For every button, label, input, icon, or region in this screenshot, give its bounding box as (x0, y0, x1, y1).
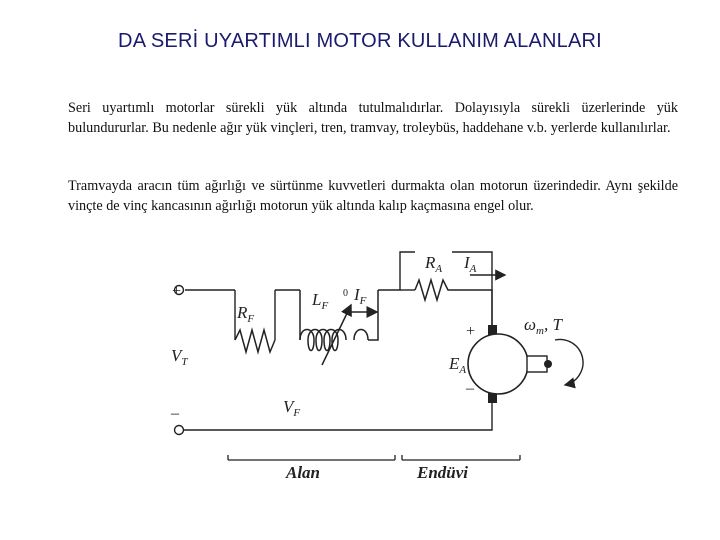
rotation-arrow-icon (555, 339, 583, 385)
page-title: DA SERİ UYARTIMLI MOTOR KULLANIM ALANLARI (118, 30, 602, 52)
minus-terminal-label: – (171, 405, 179, 422)
field-resistor-rf (235, 330, 275, 352)
armature-resistor-ra (415, 280, 452, 300)
paragraph-usage: Seri uyartımlı motorlar sürekli yük altında tutulmalıdırlar. Dolayısıyla sürekli üzerlerinde yük bulundururlar. Bu nedenle ağır yük vinçleri, tren, tramvay, troleybüs, haddehane v.b. yerlerde kullanılırlar. (68, 100, 678, 136)
ra-label: $R_A$ (425, 253, 443, 275)
region-brackets (228, 455, 520, 460)
zero-mark: 0 (343, 288, 348, 299)
ea-plus-label: + (466, 323, 476, 340)
omega-torque-label: $\omega_m$, T (524, 315, 562, 337)
motor-armature (468, 325, 583, 403)
lf-label: $L_F$ (312, 290, 329, 312)
ea-label: $E_A$ (449, 354, 467, 376)
alan-label: Alan (286, 463, 321, 482)
ea-minus-label: – (466, 380, 474, 397)
rf-label: $R_F$ (237, 303, 255, 325)
negative-terminal (175, 426, 184, 435)
vt-label: $V_T$ (171, 346, 188, 368)
vf-label: $V_F$ (283, 397, 301, 419)
plus-terminal-label: + (172, 283, 182, 300)
if-label: $I_F$ (354, 285, 367, 307)
endvi-label: Endüvi (417, 463, 469, 482)
ia-label: $I_A$ (464, 253, 477, 275)
paragraph-tram-crane: Tramvayda aracın tüm ağırlığı ve sürtünme kuvvetleri durmakta olan motorun üzerindedir. Aynı şekilde vinçte de vinç kancasının ağırlığı motorun yük altında kalıp kaçmasına engel olur. (68, 178, 678, 214)
